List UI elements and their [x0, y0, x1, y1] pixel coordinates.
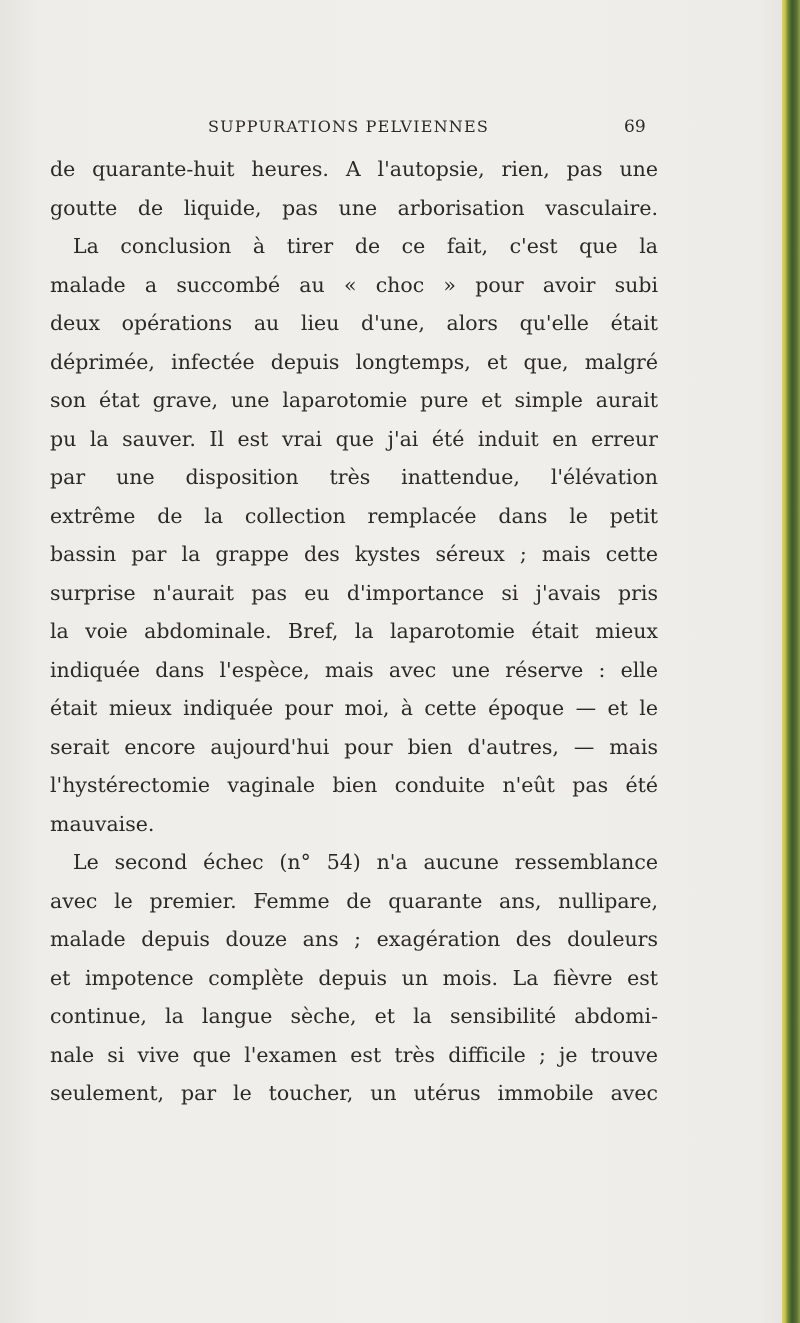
text-line: déprimée, infectée depuis longtemps, et que, malgré: [50, 349, 658, 374]
text-line: seulement, par le toucher, un utérus immobile avec: [50, 1081, 658, 1105]
text-line: bassin par la grappe des kystes séreux ; mais cette: [50, 542, 658, 566]
text-line: continue, la langue sèche, et la sensibilité abdomi-: [50, 1004, 658, 1028]
page-number: 69: [624, 117, 646, 137]
text-line: serait encore aujourd'hui pour bien d'autres, — mais: [50, 734, 658, 759]
text-line: et impotence complète depuis un mois. La fièvre est: [50, 965, 658, 990]
text-line: goutte de liquide, pas une arborisation vasculaire.: [50, 195, 658, 220]
text-line: indiquée dans l'espèce, mais avec une réserve : elle: [50, 657, 658, 682]
text-line: extrême de la collection remplacée dans le petit: [50, 503, 658, 528]
body-text: [50, 150, 658, 1113]
text-line: deux opérations au lieu d'une, alors qu'elle était: [50, 311, 658, 335]
paragraph-first-line: Le second échec (n° 54) n'a aucune ressemblance: [73, 850, 658, 874]
text-line: avec le premier. Femme de quarante ans, nullipare,: [50, 888, 658, 913]
paragraph-first-line: La conclusion à tirer de ce fait, c'est que la: [73, 234, 658, 258]
running-title: SUPPURATIONS PELVIENNES: [208, 117, 490, 136]
text-line: malade depuis douze ans ; exagération des douleurs: [50, 927, 658, 951]
text-line: de quarante-huit heures. A l'autopsie, rien, pas une: [50, 157, 658, 181]
page-header: [0, 117, 800, 141]
text-line: la voie abdominale. Bref, la laparotomie était mieux: [50, 619, 658, 643]
text-line: l'hystérectomie vaginale bien conduite n'eût pas été: [50, 773, 658, 797]
text-line: par une disposition très inattendue, l'élévation: [50, 465, 658, 489]
page-edge: [782, 0, 800, 1323]
paragraph-last-line: mauvaise.: [50, 811, 155, 836]
text-line: pu la sauver. Il est vrai que j'ai été induit en erreur: [50, 426, 658, 451]
text-line: surprise n'aurait pas eu d'importance si j'avais pris: [50, 580, 658, 605]
text-line: son état grave, une laparotomie pure et simple aurait: [50, 388, 658, 412]
text-line: était mieux indiquée pour moi, à cette époque — et le: [50, 696, 658, 720]
text-line: nale si vive que l'examen est très difficile ; je trouve: [50, 1042, 658, 1067]
text-line: malade a succombé au « choc » pour avoir subi: [50, 272, 658, 297]
